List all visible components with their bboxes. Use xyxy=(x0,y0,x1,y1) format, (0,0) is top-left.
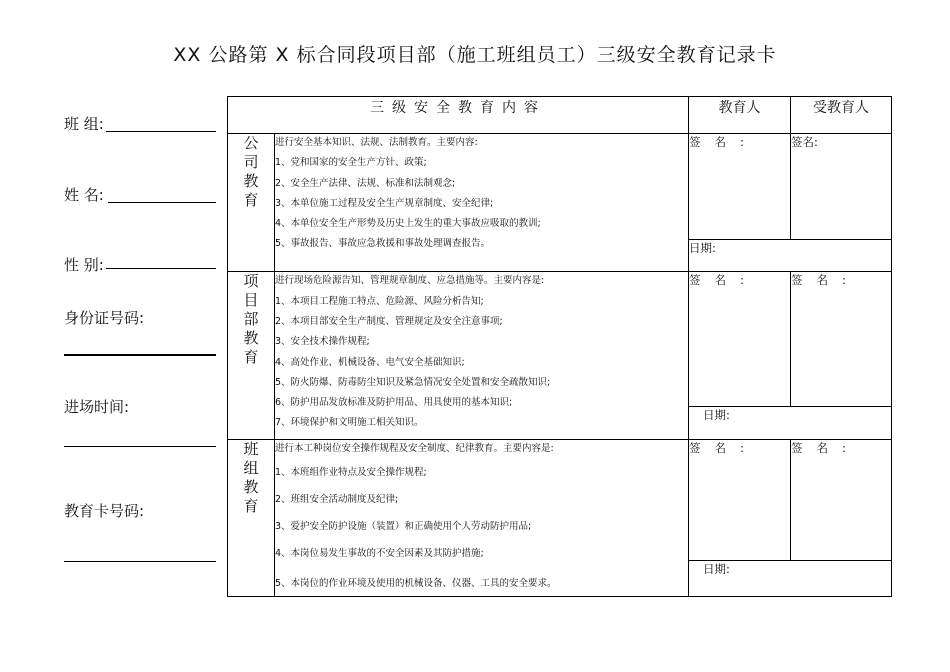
section-title-char: 教 xyxy=(243,478,259,496)
section-title-char: 司 xyxy=(243,153,259,171)
content-line: 1、本班组作业特点及安全操作规程; xyxy=(275,467,427,478)
section-company-content xyxy=(275,134,689,272)
table-header-row xyxy=(228,97,892,134)
header-educator: 教育人 xyxy=(689,97,791,134)
section-title-char: 班 xyxy=(243,440,259,458)
section-project-content xyxy=(275,272,689,440)
content-line: 2、班组安全活动制度及纪律; xyxy=(275,494,399,505)
content-line: 2、本项目部安全生产制度、管理规定及安全注意事项; xyxy=(275,316,503,327)
name-label: 姓 名: xyxy=(64,186,104,204)
id-number-field[interactable] xyxy=(64,354,216,356)
section-team-row xyxy=(228,440,892,561)
content-line: 5、防火防爆、防毒防尘知识及紧急情况安全处置和安全疏散知识; xyxy=(275,377,551,388)
content-line: 4、高处作业、机械设备、电气安全基础知识; xyxy=(275,357,465,368)
date-cell[interactable] xyxy=(689,240,892,272)
section-title-char: 育 xyxy=(243,497,259,515)
content-line: 3、安全技术操作规程; xyxy=(275,336,370,347)
content-line: 1、党和国家的安全生产方针、政策; xyxy=(275,157,427,168)
card-number-label: 教育卡号码: xyxy=(64,502,145,520)
content-line: 6、防护用品发放标准及防护用品、用具使用的基本知识; xyxy=(275,397,513,408)
signature-label: 签名: xyxy=(689,441,758,455)
content-line: 2、安全生产法律、法规、标准和法制观念; xyxy=(275,178,456,189)
section-title-char: 公 xyxy=(243,134,259,152)
section-title-char: 项 xyxy=(243,272,259,290)
signature-label: 签名: xyxy=(791,273,860,287)
gender-label: 性 别: xyxy=(64,256,104,274)
signature-label: 签名: xyxy=(791,135,818,149)
signature-label: 签名: xyxy=(689,135,758,149)
page-title: XX 公路第 X 标合同段项目部（施工班组员工）三级安全教育记录卡 xyxy=(173,44,777,66)
section-project-row xyxy=(228,272,892,407)
header-education-content: 三级安全教育内容 xyxy=(228,97,689,134)
content-line: 进行安全基本知识、法规、法制教育。主要内容: xyxy=(275,137,478,148)
section-team-content xyxy=(275,440,689,597)
section-title-char: 教 xyxy=(243,329,259,347)
section-project-title xyxy=(228,272,275,440)
educatee-signature-cell[interactable] xyxy=(791,134,892,240)
section-company-row xyxy=(228,134,892,240)
section-title-char: 目 xyxy=(243,291,259,309)
section-title-char: 育 xyxy=(243,191,259,209)
educator-signature-cell[interactable] xyxy=(689,134,791,240)
header-educatee: 受教育人 xyxy=(791,97,892,134)
team-field[interactable] xyxy=(106,131,216,132)
content-line: 4、本岗位易发生事故的不安全因素及其防护措施; xyxy=(275,548,484,559)
content-line: 3、爱护安全防护设施（装置）和正确使用个人劳动防护用品; xyxy=(275,521,532,532)
content-line: 5、事故报告、事故应急救援和事故处理调查报告。 xyxy=(275,238,491,249)
entry-time-field[interactable] xyxy=(64,446,216,447)
team-label: 班 组: xyxy=(64,115,104,133)
content-line: 进行本工种岗位安全操作规程及安全制度、纪律教育。主要内容是: xyxy=(275,443,554,454)
content-line: 7、环境保护和文明施工相关知识。 xyxy=(275,417,424,428)
section-title-char: 部 xyxy=(243,310,259,328)
content-line: 1、本项目工程施工特点、危险源、风险分析告知; xyxy=(275,296,484,307)
content-line: 4、本单位安全生产形势及历史上发生的重大事故应吸取的教训; xyxy=(275,218,541,229)
date-cell[interactable] xyxy=(689,561,892,597)
section-title-char: 组 xyxy=(243,459,259,477)
section-title-char: 育 xyxy=(243,348,259,366)
signature-label: 签名: xyxy=(689,273,758,287)
educatee-signature-cell[interactable] xyxy=(791,440,892,561)
date-label: 日期: xyxy=(703,408,730,422)
educator-signature-cell[interactable] xyxy=(689,272,791,407)
date-label: 日期: xyxy=(703,562,730,577)
section-team-title xyxy=(228,440,275,597)
name-field[interactable] xyxy=(108,202,216,203)
card-number-field[interactable] xyxy=(64,561,216,562)
education-record-table xyxy=(227,96,892,597)
date-label: 日期: xyxy=(689,241,716,255)
id-number-label: 身份证号码: xyxy=(64,309,145,327)
entry-time-label: 进场时间: xyxy=(64,398,130,416)
content-line: 3、本单位施工过程及安全生产规章制度、安全纪律; xyxy=(275,198,494,209)
signature-label: 签名: xyxy=(791,441,860,455)
content-line: 进行现场危险源告知、管理规章制度、应急措施等。主要内容是: xyxy=(275,275,545,286)
date-cell[interactable] xyxy=(689,407,892,440)
educator-signature-cell[interactable] xyxy=(689,440,791,561)
section-title-char: 教 xyxy=(243,172,259,190)
content-line: 5、本岗位的作业环境及使用的机械设备、仪器、工具的安全要求。 xyxy=(275,578,557,589)
educatee-signature-cell[interactable] xyxy=(791,272,892,407)
gender-field[interactable] xyxy=(106,268,216,269)
section-company-title xyxy=(228,134,275,272)
